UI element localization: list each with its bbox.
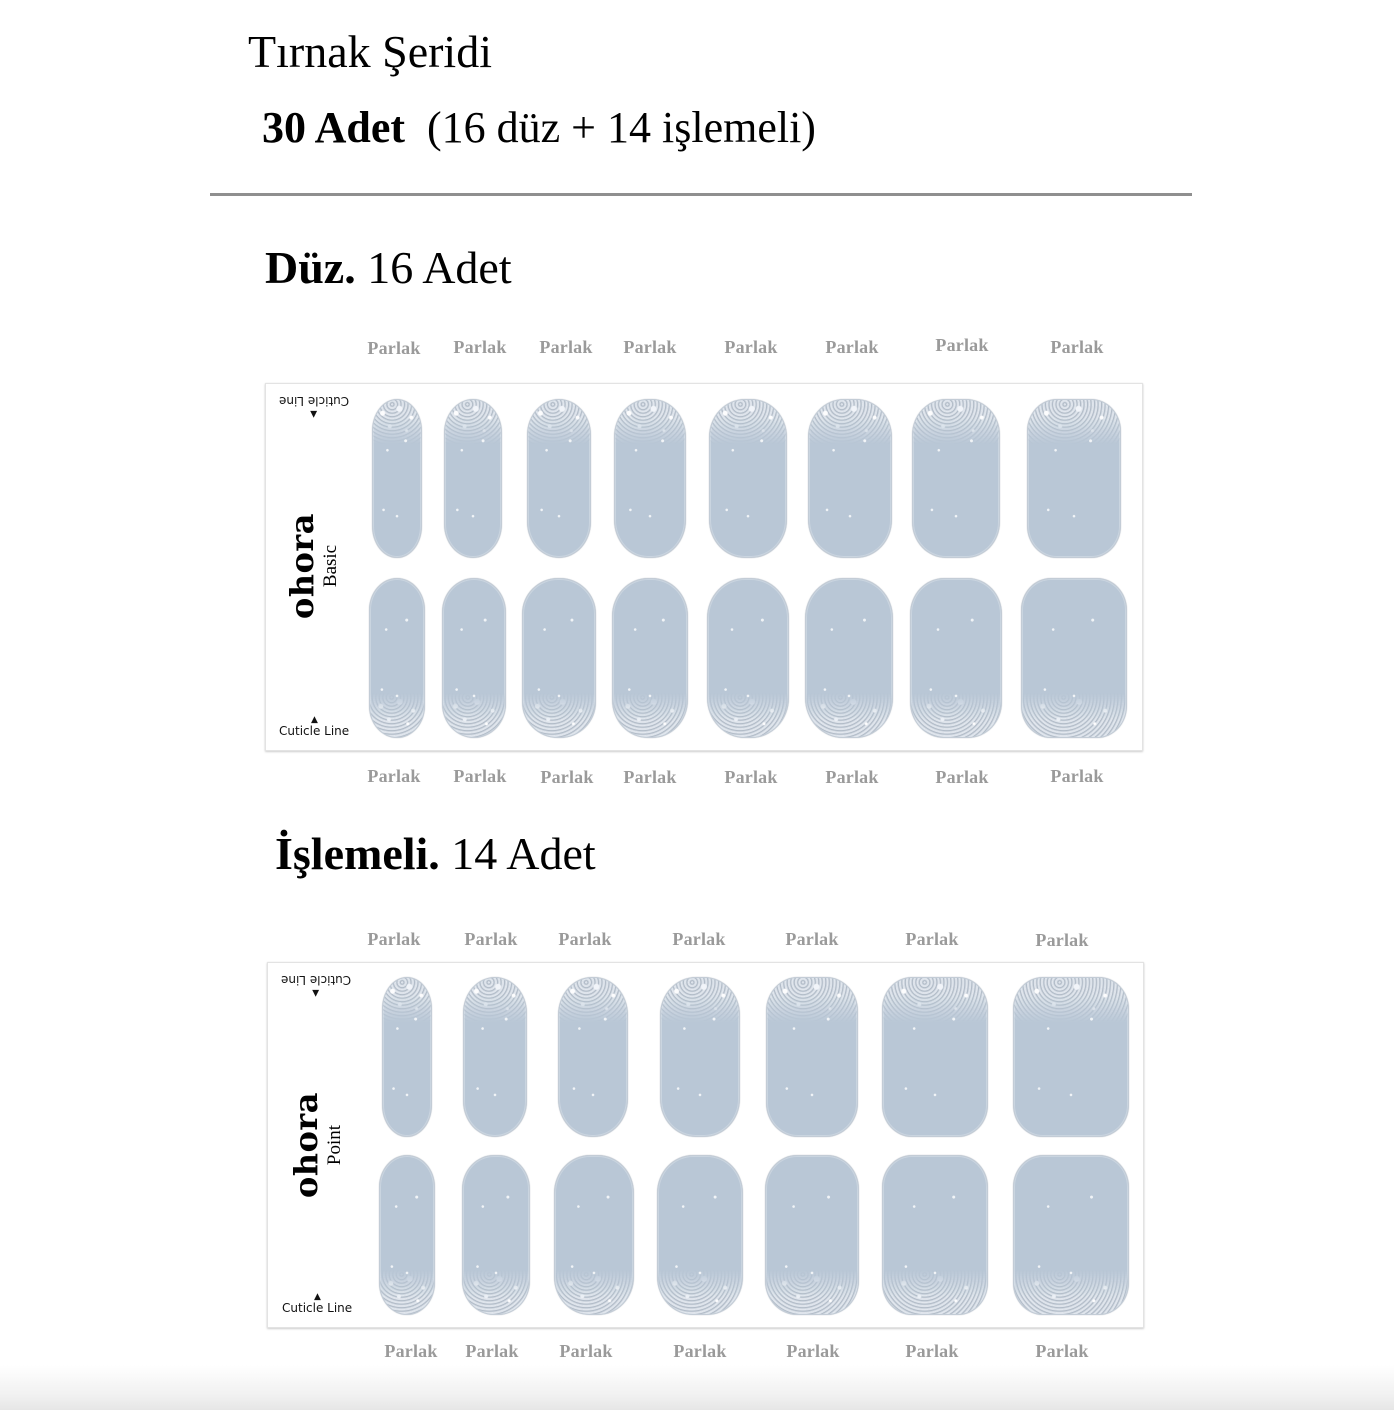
finish-label: Parlak bbox=[935, 335, 989, 355]
finish-label: Parlak bbox=[1035, 1341, 1089, 1361]
brand-name: ohora bbox=[283, 512, 321, 620]
nail-sticker bbox=[808, 399, 892, 558]
finish-label: Parlak bbox=[1050, 337, 1104, 357]
nail-sticker bbox=[444, 399, 502, 558]
nail-sticker bbox=[554, 1155, 634, 1315]
nail-sticker bbox=[372, 399, 422, 558]
finish-label: Parlak bbox=[623, 767, 677, 787]
nail-sticker bbox=[463, 977, 527, 1137]
nail-sticker bbox=[558, 977, 628, 1137]
nail-sticker bbox=[912, 399, 1000, 558]
cuticle-arrow-icon: ▲ bbox=[314, 1292, 321, 1302]
section-heading-plain bbox=[265, 240, 512, 296]
nail-sticker bbox=[660, 977, 740, 1137]
divider bbox=[210, 193, 1192, 196]
nail-sticker bbox=[379, 1155, 435, 1315]
nail-sticker bbox=[707, 578, 789, 738]
total-count bbox=[262, 100, 816, 156]
section-heading-bold: Düz. bbox=[265, 242, 356, 293]
finish-label: Parlak bbox=[673, 1341, 727, 1361]
brand-line: Point bbox=[324, 1124, 345, 1166]
nail-sticker bbox=[462, 1155, 530, 1315]
finish-label: Parlak bbox=[1050, 766, 1104, 786]
nail-sticker bbox=[614, 399, 686, 558]
finish-label: Parlak bbox=[540, 767, 594, 787]
cuticle-line-bottom: ▲ Cuticle Line bbox=[282, 1292, 353, 1315]
brand-logo bbox=[289, 1090, 349, 1200]
cuticle-arrow-icon: ▲ bbox=[310, 409, 318, 419]
nail-sticker bbox=[369, 578, 425, 738]
nail-sheet-point bbox=[267, 962, 1144, 1328]
finish-label: Parlak bbox=[465, 1341, 519, 1361]
finish-label: Parlak bbox=[623, 337, 677, 357]
cuticle-line-top: ▲ Cuticle Line bbox=[279, 394, 350, 419]
nail-sticker bbox=[527, 399, 591, 558]
nail-sticker bbox=[1027, 399, 1121, 558]
finish-label: Parlak bbox=[367, 338, 421, 358]
nail-sticker bbox=[765, 1155, 859, 1315]
finish-label: Parlak bbox=[384, 1341, 438, 1361]
finish-label: Parlak bbox=[558, 929, 612, 949]
finish-label: Parlak bbox=[935, 767, 989, 787]
nail-sticker bbox=[382, 977, 432, 1137]
nail-sticker bbox=[1013, 1155, 1129, 1315]
finish-label: Parlak bbox=[724, 767, 778, 787]
finish-label: Parlak bbox=[905, 929, 959, 949]
finish-label: Parlak bbox=[825, 337, 879, 357]
nail-sticker bbox=[612, 578, 688, 738]
brand-logo bbox=[285, 511, 345, 621]
cuticle-line-top: ▲ Cuticle Line bbox=[281, 973, 352, 998]
cuticle-arrow-icon: ▲ bbox=[311, 715, 318, 725]
finish-label: Parlak bbox=[453, 766, 507, 786]
finish-label: Parlak bbox=[724, 337, 778, 357]
finish-label: Parlak bbox=[367, 929, 421, 949]
section-heading-count: 16 Adet bbox=[367, 242, 512, 293]
nail-sheet-basic bbox=[265, 383, 1143, 751]
section-heading-bold: İşlemeli. bbox=[275, 828, 440, 879]
nail-sticker bbox=[657, 1155, 743, 1315]
nail-sticker bbox=[1021, 578, 1127, 738]
total-count-bold: 30 Adet bbox=[262, 103, 405, 152]
finish-label: Parlak bbox=[1035, 930, 1089, 950]
finish-label: Parlak bbox=[559, 1341, 613, 1361]
finish-label: Parlak bbox=[464, 929, 518, 949]
nail-sticker bbox=[709, 399, 787, 558]
finish-label: Parlak bbox=[367, 766, 421, 786]
nail-sticker bbox=[766, 977, 858, 1137]
total-count-detail: (16 düz + 14 işlemeli) bbox=[427, 103, 816, 152]
finish-label: Parlak bbox=[672, 929, 726, 949]
nail-sticker bbox=[442, 578, 506, 738]
finish-label: Parlak bbox=[785, 929, 839, 949]
nail-sticker bbox=[910, 578, 1002, 738]
nail-sticker bbox=[882, 977, 988, 1137]
finish-label: Parlak bbox=[539, 337, 593, 357]
cuticle-arrow-icon: ▲ bbox=[312, 988, 320, 998]
section-heading-decorated bbox=[275, 826, 596, 882]
finish-label: Parlak bbox=[905, 1341, 959, 1361]
brand-line: Basic bbox=[320, 544, 341, 588]
finish-label: Parlak bbox=[825, 767, 879, 787]
page-title: Tırnak Şeridi bbox=[248, 26, 492, 77]
nail-sticker bbox=[522, 578, 596, 738]
section-heading-count: 14 Adet bbox=[451, 828, 596, 879]
nail-sticker bbox=[882, 1155, 988, 1315]
finish-label: Parlak bbox=[786, 1341, 840, 1361]
brand-name: ohora bbox=[287, 1091, 325, 1199]
cuticle-line-bottom: ▲ Cuticle Line bbox=[279, 715, 350, 738]
finish-label: Parlak bbox=[453, 337, 507, 357]
nail-sticker bbox=[805, 578, 893, 738]
nail-sticker bbox=[1013, 977, 1129, 1137]
